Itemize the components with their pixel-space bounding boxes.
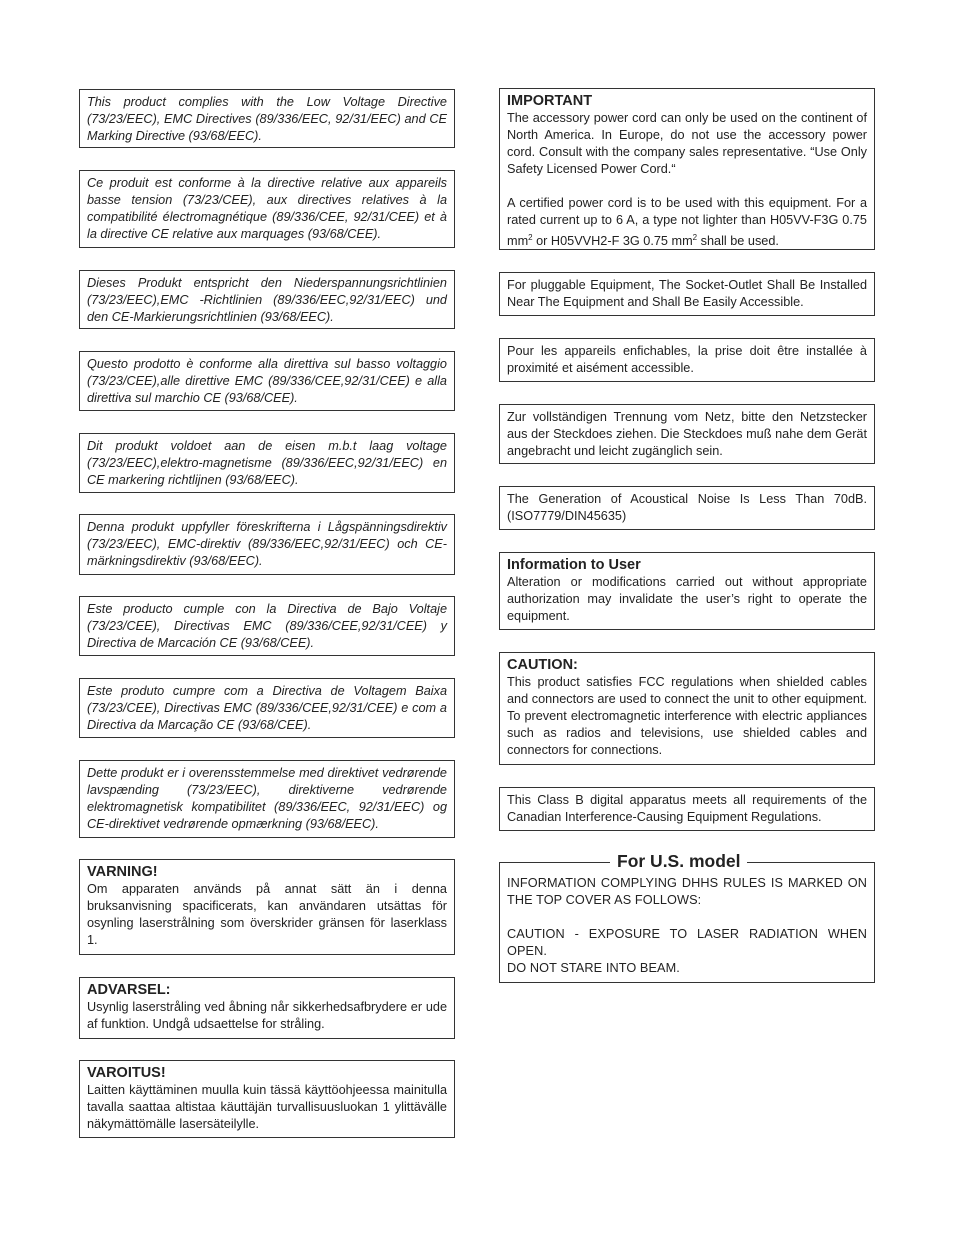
compliance-text-es: Este producto cumple con la Directiva de Bajo Voltaje (73/23/CEE), Directivas EMC (89/336/CEE,92/31/CEE) y Directiva de Marcación CE (93/68/CEE).	[87, 602, 447, 650]
compliance-notice-de	[79, 270, 455, 329]
varoitus-text: Laitten käyttäminen muulla kuin tässä käyttöohjeessa mainitulla tavalla saattaa altistaa käuttäjän turvallisuusluokan 1 ylittävälle näkymättömälle lasersäteilylle.	[87, 1083, 447, 1131]
compliance-text-en: This product complies with the Low Voltage Directive (73/23/EEC), EMC Directives (89/336/EEC, 92/31/EEC) and CE Marking Directive (93/68/EEC).	[87, 95, 447, 143]
info-user-title: Information to User	[507, 557, 641, 573]
socket-notice-en	[499, 272, 875, 316]
advarsel-box	[79, 977, 455, 1039]
important-text-2c: shall be used.	[697, 234, 779, 249]
noise-text: The Generation of Acoustical Noise Is Less Than 70dB. (ISO7779/DIN45635)	[507, 492, 867, 523]
important-text-2a: A certified power cord is to be used with this equipment. For a rated current up to 6 A, a type not lighter than H05VV-F3G 0.75 mm	[507, 196, 867, 249]
us-model-line-3: DO NOT STARE INTO BEAM.	[507, 961, 680, 975]
compliance-text-it: Questo prodotto è conforme alla direttiva sul basso voltaggio (73/23/CEE),alle direttive EMC (89/336/CEE,92/31/CEE) e alla direttiva sul marchio CE (93/68/CEE).	[87, 357, 447, 405]
advarsel-title: ADVARSEL:	[87, 982, 171, 998]
info-user-text: Alteration or modifications carried out without appropriate authorization may invalidate the user’s right to operate the equipment.	[507, 575, 867, 623]
varoitus-title: VAROITUS!	[87, 1065, 166, 1081]
compliance-text-de: Dieses Produkt entspricht den Niederspannungsrichtlinien (73/23/EEC),EMC -Richtlinien (89/336/EEC,92/31/EEC) und den CE-Markierungsrichtlinien (93/68/EEC).	[87, 276, 447, 324]
us-model-line-1: INFORMATION COMPLYING DHHS RULES IS MARKED ON THE TOP COVER AS FOLLOWS:	[507, 876, 867, 907]
superscript-2a: 2	[528, 233, 533, 242]
info-user-box	[499, 552, 875, 630]
compliance-notice-da	[79, 760, 455, 838]
varning-text: Om apparaten används på annat sätt än i denna bruksanvisning spacificerats, kan användaren utsättas för osynling laserstrålning som överskrider gränsen för laserklass 1.	[87, 882, 447, 947]
important-text-2b: or H05VVH2-F 3G 0.75 mm	[532, 234, 693, 249]
compliance-text-da: Dette produkt er i overensstemmelse med direktivet vedrørende lavspænding (73/23/EEC), direktiverne vedrørende elektromagnetisk kompatibilitet (89/336/EEC, 92/31/EEC) og CE-direktivet vedrørende opmærkning (93/68/EEC).	[87, 766, 447, 831]
compliance-text-pt: Este produto cumpre com a Directiva de Voltagem Baixa (73/23/CEE), Directivas EMC (89/336/CEE,92/31/CEE) e com a Directiva da Marcação CE (93/68/CEE).	[87, 684, 447, 732]
varning-box	[79, 859, 455, 955]
compliance-notice-fr	[79, 170, 455, 248]
important-text-2	[507, 195, 867, 250]
compliance-notice-es	[79, 596, 455, 656]
compliance-notice-en	[79, 89, 455, 148]
compliance-notice-pt	[79, 678, 455, 738]
noise-notice	[499, 486, 875, 530]
us-model-heading: For U.S. model	[610, 850, 747, 872]
us-model-box	[499, 851, 875, 983]
socket-notice-fr	[499, 338, 875, 382]
caution-title: CAUTION:	[507, 657, 578, 673]
caution-text: This product satisfies FCC regulations when shielded cables and connectors are used to connect the unit to other equipment. To prevent electromagnetic interference with electric appliances such as radios and televisions, use shielded cables and connectors for connections.	[507, 675, 867, 757]
socket-text-de: Zur vollständigen Trennung vom Netz, bitte den Netzstecker aus der Steckdoes ziehen. Die Steckdoes muß nahe dem Gerät angebracht und leicht zugänglich sein.	[507, 410, 867, 458]
important-title: IMPORTANT	[507, 93, 593, 109]
class-b-notice	[499, 787, 875, 831]
socket-text-en: For pluggable Equipment, The Socket-Outlet Shall Be Installed Near The Equipment and Shall Be Easily Accessible.	[507, 278, 867, 309]
socket-notice-de	[499, 404, 875, 464]
advarsel-text: Usynlig laserstråling ved åbning når sikkerhedsafbrydere er ude af funktion. Undgå udsaettelse for stråling.	[87, 1000, 447, 1031]
compliance-text-fr: Ce produit est conforme à la directive relative aux appareils basse tension (73/23/CEE), aux directives relatives à la compatibilité électromagnétique (89/336/CEE, 92/31/CEE) et à la directive CE relative aux marquages (93/68/CEE).	[87, 176, 447, 241]
compliance-notice-sv	[79, 514, 455, 575]
compliance-text-sv: Denna produkt uppfyller föreskrifterna i Lågspänningsdirektiv (73/23/EEC), EMC-direktiv (89/336/EEC,92/31/EEC) och CE-märkningsdirektiv (93/68/EEC).	[87, 520, 447, 568]
important-box	[499, 88, 875, 250]
class-b-text: This Class B digital apparatus meets all requirements of the Canadian Interference-Causing Equipment Regulations.	[507, 793, 867, 824]
caution-box	[499, 652, 875, 765]
compliance-text-nl: Dit produkt voldoet aan de eisen m.b.t laag voltage (73/23/EEC),elektro-magnetisme (89/336/EEC,92/31/EEC) en CE markering richtlijnen (93/68/EEC).	[87, 439, 447, 487]
varning-title: VARNING!	[87, 864, 158, 880]
superscript-2b: 2	[692, 233, 698, 242]
compliance-notice-nl	[79, 433, 455, 493]
socket-text-fr: Pour les appareils enfichables, la prise doit être installée à proximité et aisément accessible.	[507, 344, 867, 375]
varoitus-box	[79, 1060, 455, 1138]
compliance-notice-it	[79, 351, 455, 411]
us-model-line-2: CAUTION - EXPOSURE TO LASER RADIATION WHEN OPEN.	[507, 927, 867, 958]
important-text-1: The accessory power cord can only be used on the continent of North America. In Europe, do not use the accessory power cord. Consult with the company sales representative. “Use Only Safety Licensed Power Cord.“	[507, 111, 867, 176]
